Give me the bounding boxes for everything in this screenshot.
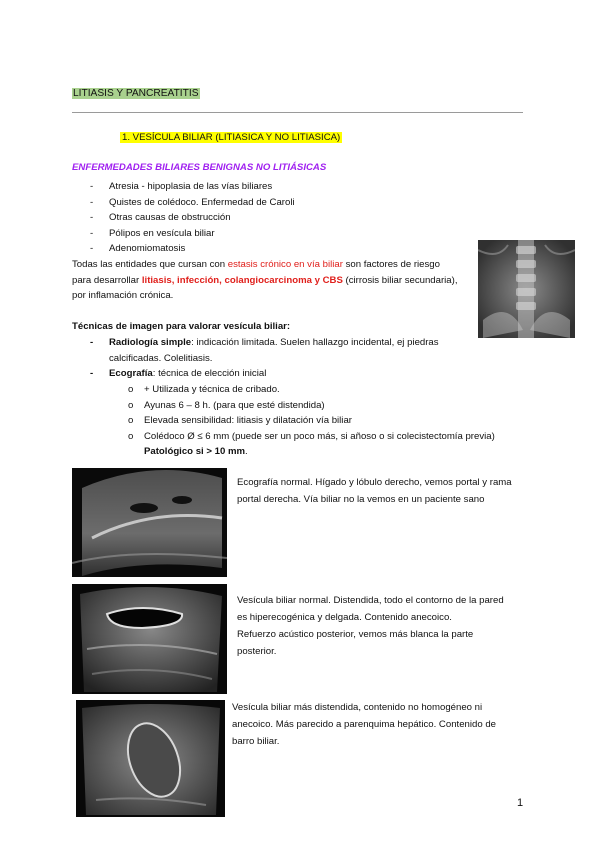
list-item: - Pólipos en vesícula biliar — [90, 227, 215, 239]
ultrasound-gallbladder-sludge-image — [76, 700, 225, 817]
list-item: - Otras causas de obstrucción — [90, 212, 231, 223]
techniques-heading: Técnicas de imagen para valorar vesícula biliar: — [72, 321, 291, 332]
title-divider — [72, 112, 523, 113]
section-heading-text: 1. VESÍCULA BILIAR (LITIASICA Y NO LITIASICA) — [122, 132, 341, 143]
list-item: - Atresia - hipoplasia de las vías biliares — [90, 181, 273, 192]
list-item: - Quistes de colédoco. Enfermedad de Caroli — [90, 196, 295, 208]
pathologic-threshold: Patológico si > 10 mm — [144, 446, 246, 457]
list-item: o Ayunas 6 – 8 h. (para que esté distendida) — [128, 399, 325, 411]
ultrasound-gallbladder-normal-image — [72, 584, 227, 694]
page-number: 1 — [517, 797, 524, 809]
technique-ecografia: - Ecografía: técnica de elección inicial — [90, 368, 267, 379]
ultrasound-liver-image — [72, 468, 227, 577]
document-title — [72, 86, 200, 102]
risk-paragraph: Todas las entidades que cursan con estasis crónico en vía biliar son factores de riesgo para desarrollar litiasis, infección, colangiocarcinoma y CBS (cirrosis biliar secundaria), por inflamación crónica. — [72, 259, 458, 301]
technique-radiology: - Radiología simple: indicación limitada. Suelen hallazgo incidental, ej piedras calcificadas. Colelitiasis. — [90, 337, 439, 364]
ecografia-subitems: o + Utilizada y técnica de cribado. o Ayunas 6 – 8 h. (para que esté distendida) o Elevada sensibilidad: litiasis y dilatación vía biliar o Colédoco Ø ≤ 6 mm (puede ser un poco más, si añoso o si colecistectomía previa) Patológico si > 10 mm. — [128, 384, 495, 457]
caption-liver: Ecografía normal. Hígado y lóbulo derecho, vemos portal y rama portal derecha. Vía biliar no la vemos en un paciente sano — [237, 477, 512, 505]
abdominal-xray-image — [478, 240, 575, 338]
title-text: LITIASIS Y PANCREATITIS — [73, 88, 199, 99]
list-item: - Adenomiomatosis — [90, 243, 186, 254]
caption-gallbladder-sludge: Vesícula biliar más distendida, contenido no homogéneo ni anecoico. Más parecido a parenquima hepático. Contenido de barro biliar. — [232, 702, 497, 747]
list-item: o Colédoco Ø ≤ 6 mm (puede ser un poco más, si añoso o si colecistectomía previa) — [128, 430, 495, 442]
section-heading — [120, 130, 342, 146]
caption-gallbladder-normal: Vesícula biliar normal. Distendida, todo el contorno de la pared es hiperecogénica y delgada. Contenido anecoico. Refuerzo acústico posterior, vemos más blanca la parte posterior. — [237, 595, 504, 657]
list-item: o + Utilizada y técnica de cribado. — [128, 384, 280, 395]
dash-list — [90, 179, 295, 257]
subheading: ENFERMEDADES BILIARES BENIGNAS NO LITIÁSICAS — [72, 162, 327, 173]
list-item: o Elevada sensibilidad: litiasis y dilatación vía biliar — [128, 415, 352, 426]
